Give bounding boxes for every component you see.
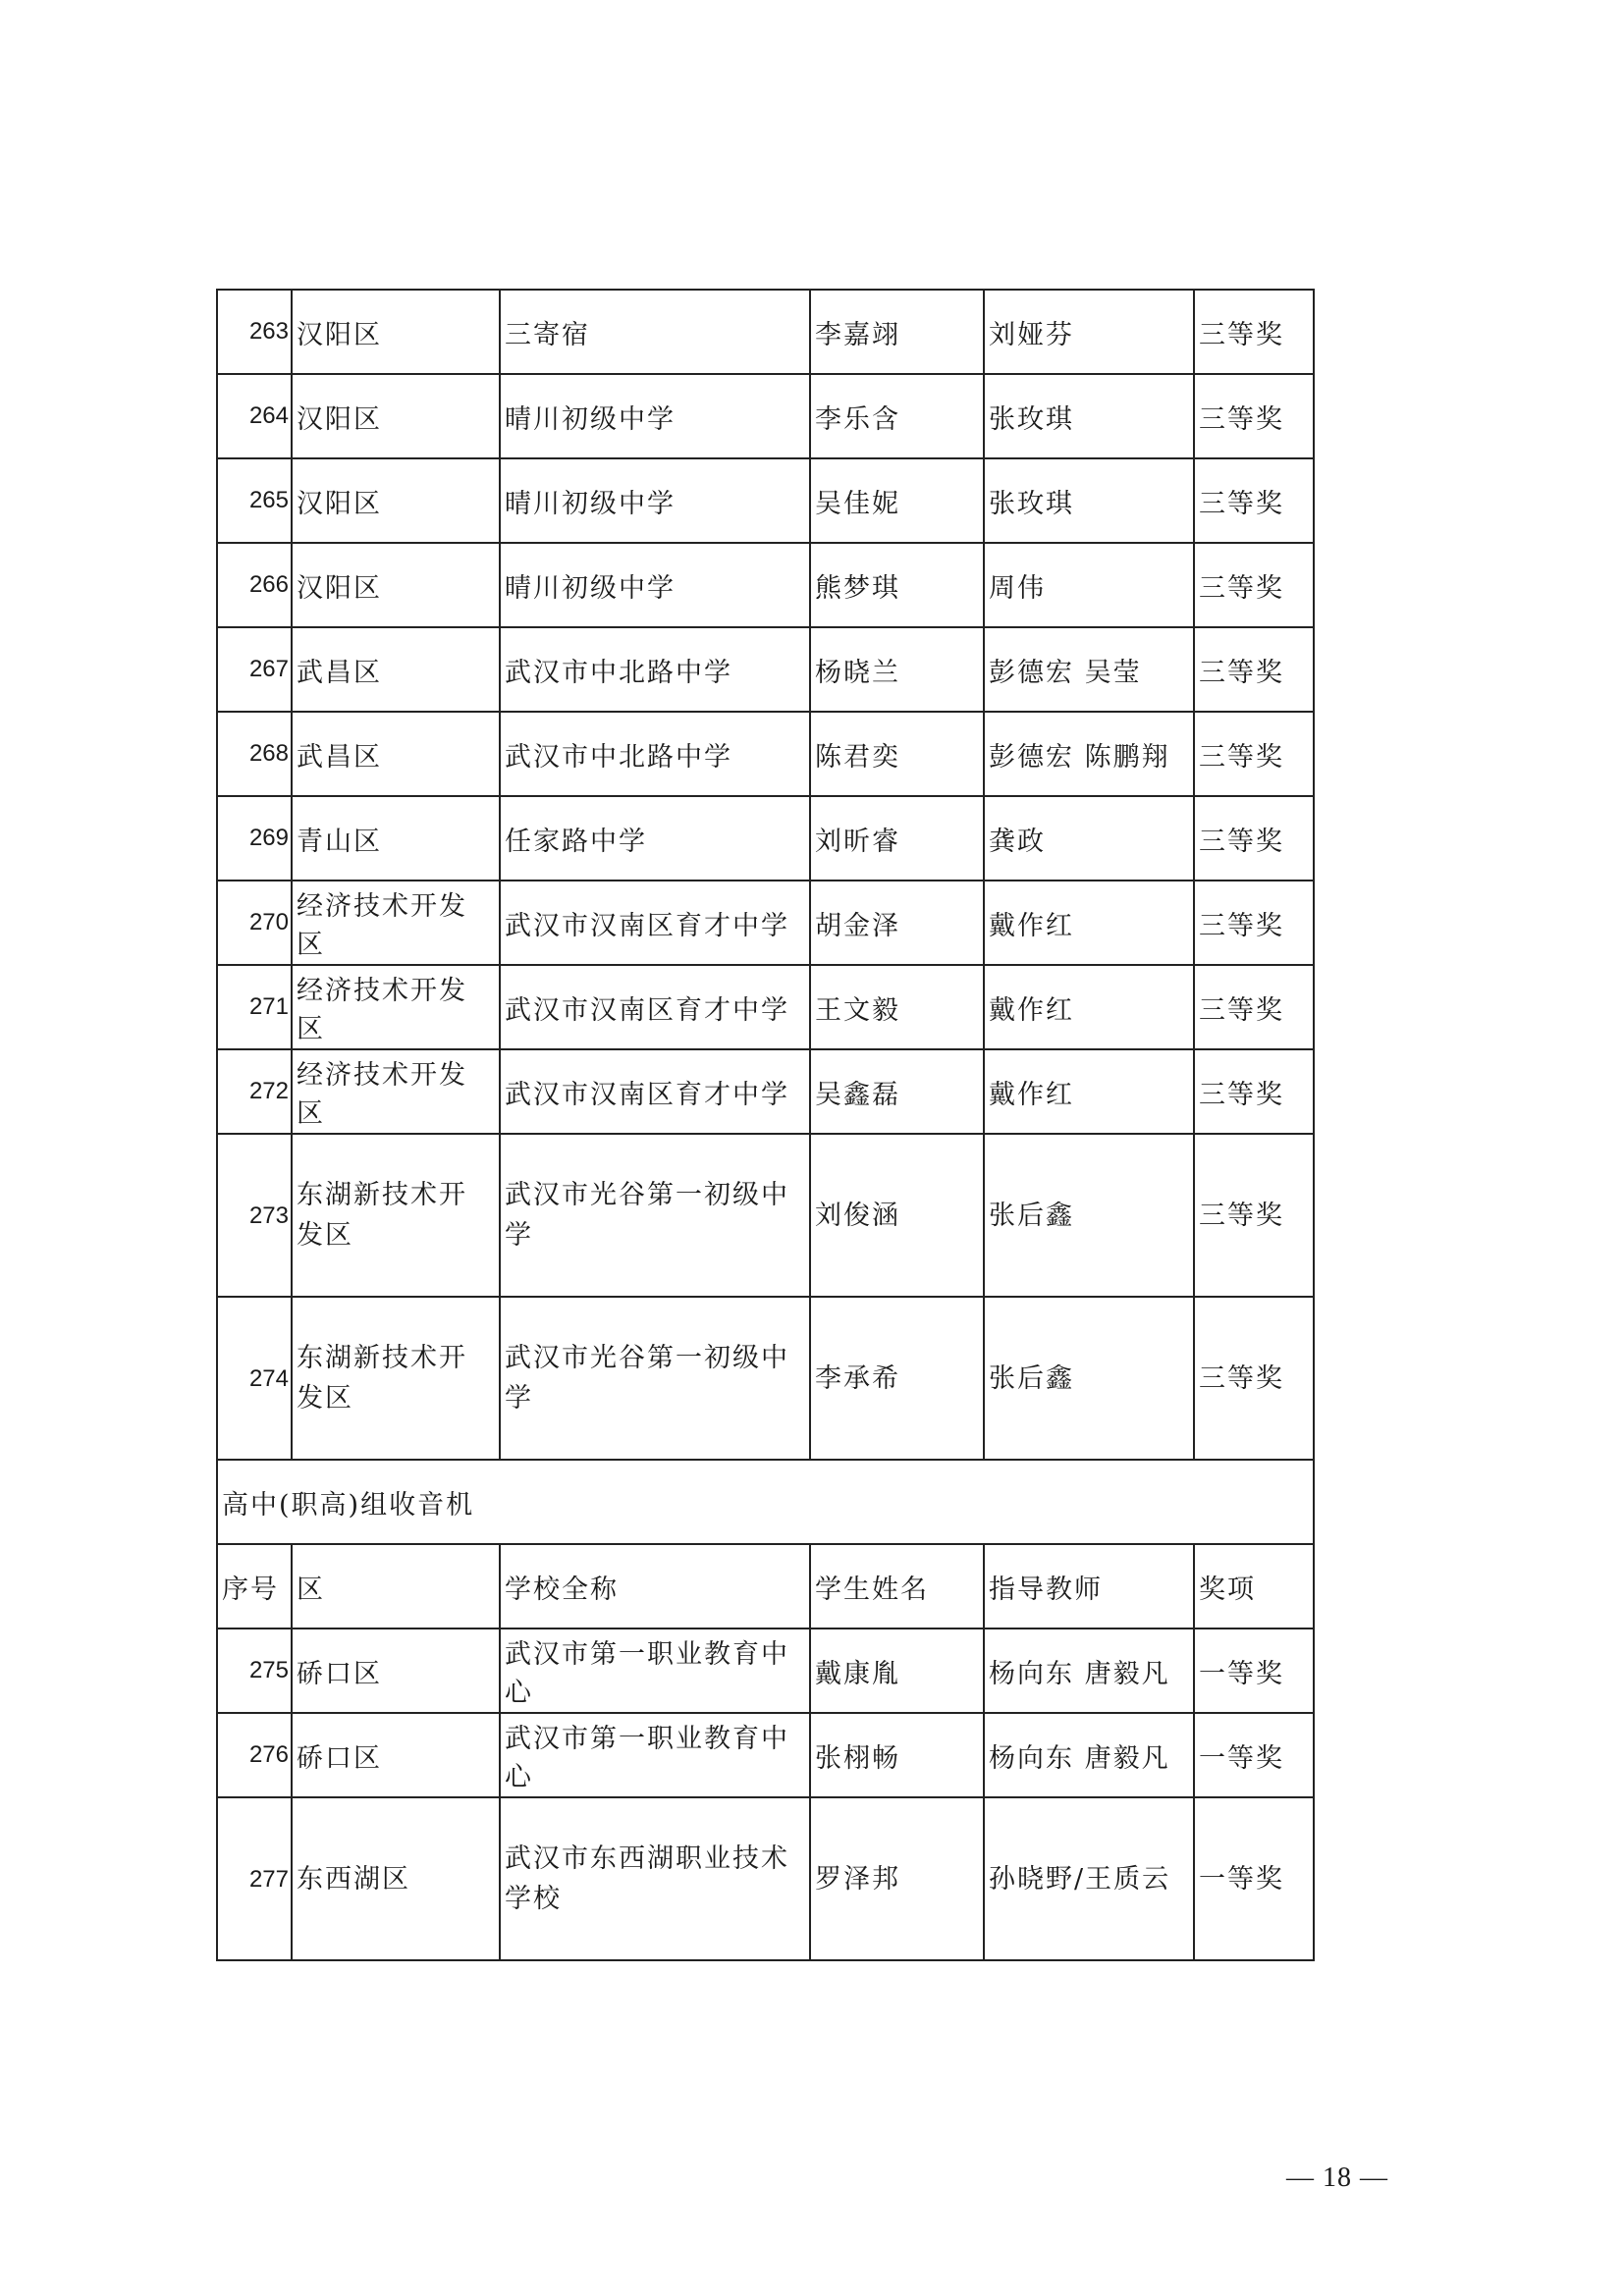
cell-school: 武汉市光谷第一初级中学 xyxy=(500,1297,810,1460)
cell-no: 273 xyxy=(217,1134,292,1297)
cell-district: 东湖新技术开发区 xyxy=(292,1134,500,1297)
cell-award: 一等奖 xyxy=(1194,1713,1314,1797)
cell-district: 汉阳区 xyxy=(292,543,500,627)
cell-award: 三等奖 xyxy=(1194,965,1314,1049)
cell-teacher: 张后鑫 xyxy=(984,1134,1194,1297)
cell-school: 任家路中学 xyxy=(500,796,810,881)
cell-award: 三等奖 xyxy=(1194,290,1314,374)
table-row xyxy=(217,881,1314,965)
table-row xyxy=(217,796,1314,881)
cell-teacher: 戴作红 xyxy=(984,881,1194,965)
cell-teacher: 彭德宏 陈鹏翔 xyxy=(984,712,1194,796)
section-title: 高中(职高)组收音机 xyxy=(217,1460,1314,1544)
cell-no: 265 xyxy=(217,458,292,543)
section-body xyxy=(217,1460,1314,1629)
cell-no: 269 xyxy=(217,796,292,881)
cell-award: 三等奖 xyxy=(1194,796,1314,881)
cell-teacher: 张玫琪 xyxy=(984,458,1194,543)
cell-student: 胡金泽 xyxy=(810,881,984,965)
cell-no: 264 xyxy=(217,374,292,458)
cell-district: 青山区 xyxy=(292,796,500,881)
cell-district: 汉阳区 xyxy=(292,458,500,543)
header-school: 学校全称 xyxy=(500,1544,810,1629)
cell-teacher: 杨向东 唐毅凡 xyxy=(984,1629,1194,1713)
cell-teacher: 孙晓野/王质云 xyxy=(984,1797,1194,1960)
cell-award: 三等奖 xyxy=(1194,1297,1314,1460)
cell-student: 陈君奕 xyxy=(810,712,984,796)
table-row xyxy=(217,1049,1314,1134)
cell-award: 三等奖 xyxy=(1194,1049,1314,1134)
cell-award: 三等奖 xyxy=(1194,458,1314,543)
cell-district: 经济技术开发区 xyxy=(292,1049,500,1134)
cell-no: 276 xyxy=(217,1713,292,1797)
table-row xyxy=(217,1134,1314,1297)
header-no: 序号 xyxy=(217,1544,292,1629)
header-student: 学生姓名 xyxy=(810,1544,984,1629)
table-row xyxy=(217,1629,1314,1713)
cell-school: 武汉市东西湖职业技术学校 xyxy=(500,1797,810,1960)
cell-award: 三等奖 xyxy=(1194,543,1314,627)
cell-student: 杨晓兰 xyxy=(810,627,984,712)
table-row xyxy=(217,712,1314,796)
table-row xyxy=(217,1297,1314,1460)
header-district: 区 xyxy=(292,1544,500,1629)
table-body-a xyxy=(217,290,1314,1460)
cell-no: 263 xyxy=(217,290,292,374)
cell-school: 晴川初级中学 xyxy=(500,458,810,543)
header-teacher: 指导教师 xyxy=(984,1544,1194,1629)
cell-school: 武汉市中北路中学 xyxy=(500,627,810,712)
cell-student: 罗泽邦 xyxy=(810,1797,984,1960)
cell-district: 武昌区 xyxy=(292,712,500,796)
cell-no: 266 xyxy=(217,543,292,627)
cell-school: 晴川初级中学 xyxy=(500,374,810,458)
cell-no: 270 xyxy=(217,881,292,965)
cell-teacher: 杨向东 唐毅凡 xyxy=(984,1713,1194,1797)
cell-teacher: 龚政 xyxy=(984,796,1194,881)
cell-award: 一等奖 xyxy=(1194,1797,1314,1960)
cell-no: 272 xyxy=(217,1049,292,1134)
cell-teacher: 刘娅芬 xyxy=(984,290,1194,374)
cell-school: 晴川初级中学 xyxy=(500,543,810,627)
cell-student: 戴康胤 xyxy=(810,1629,984,1713)
table-row xyxy=(217,543,1314,627)
cell-district: 硚口区 xyxy=(292,1713,500,1797)
cell-teacher: 彭德宏 吴莹 xyxy=(984,627,1194,712)
table-row xyxy=(217,1797,1314,1960)
cell-student: 李乐含 xyxy=(810,374,984,458)
cell-teacher: 戴作红 xyxy=(984,1049,1194,1134)
table-row xyxy=(217,458,1314,543)
cell-school: 武汉市汉南区育才中学 xyxy=(500,881,810,965)
cell-award: 一等奖 xyxy=(1194,1629,1314,1713)
cell-school: 武汉市光谷第一初级中学 xyxy=(500,1134,810,1297)
cell-student: 张栩畅 xyxy=(810,1713,984,1797)
cell-no: 267 xyxy=(217,627,292,712)
cell-student: 熊梦琪 xyxy=(810,543,984,627)
table-body-b xyxy=(217,1629,1314,1960)
cell-school: 武汉市中北路中学 xyxy=(500,712,810,796)
cell-teacher: 戴作红 xyxy=(984,965,1194,1049)
cell-no: 268 xyxy=(217,712,292,796)
table-row xyxy=(217,627,1314,712)
table-row xyxy=(217,374,1314,458)
cell-district: 汉阳区 xyxy=(292,374,500,458)
table-row xyxy=(217,1713,1314,1797)
cell-district: 汉阳区 xyxy=(292,290,500,374)
cell-student: 刘昕睿 xyxy=(810,796,984,881)
cell-district: 经济技术开发区 xyxy=(292,881,500,965)
header-row xyxy=(217,1544,1314,1629)
header-award: 奖项 xyxy=(1194,1544,1314,1629)
cell-district: 武昌区 xyxy=(292,627,500,712)
cell-award: 三等奖 xyxy=(1194,374,1314,458)
award-table xyxy=(216,289,1315,1961)
cell-student: 吴佳妮 xyxy=(810,458,984,543)
cell-school: 武汉市第一职业教育中心 xyxy=(500,1629,810,1713)
page-number: — 18 — xyxy=(1286,2163,1388,2193)
cell-teacher: 张玫琪 xyxy=(984,374,1194,458)
cell-school: 武汉市汉南区育才中学 xyxy=(500,1049,810,1134)
cell-no: 274 xyxy=(217,1297,292,1460)
cell-teacher: 张后鑫 xyxy=(984,1297,1194,1460)
cell-student: 王文毅 xyxy=(810,965,984,1049)
cell-school: 武汉市第一职业教育中心 xyxy=(500,1713,810,1797)
table-row xyxy=(217,290,1314,374)
section-title-row xyxy=(217,1460,1314,1544)
cell-student: 刘俊涵 xyxy=(810,1134,984,1297)
cell-district: 经济技术开发区 xyxy=(292,965,500,1049)
cell-school: 三寄宿 xyxy=(500,290,810,374)
cell-no: 275 xyxy=(217,1629,292,1713)
cell-district: 东西湖区 xyxy=(292,1797,500,1960)
cell-student: 李承希 xyxy=(810,1297,984,1460)
cell-district: 东湖新技术开发区 xyxy=(292,1297,500,1460)
cell-no: 271 xyxy=(217,965,292,1049)
cell-award: 三等奖 xyxy=(1194,627,1314,712)
cell-no: 277 xyxy=(217,1797,292,1960)
cell-award: 三等奖 xyxy=(1194,881,1314,965)
cell-student: 吴鑫磊 xyxy=(810,1049,984,1134)
cell-school: 武汉市汉南区育才中学 xyxy=(500,965,810,1049)
cell-award: 三等奖 xyxy=(1194,712,1314,796)
cell-student: 李嘉翊 xyxy=(810,290,984,374)
cell-award: 三等奖 xyxy=(1194,1134,1314,1297)
cell-district: 硚口区 xyxy=(292,1629,500,1713)
table-row xyxy=(217,965,1314,1049)
cell-teacher: 周伟 xyxy=(984,543,1194,627)
